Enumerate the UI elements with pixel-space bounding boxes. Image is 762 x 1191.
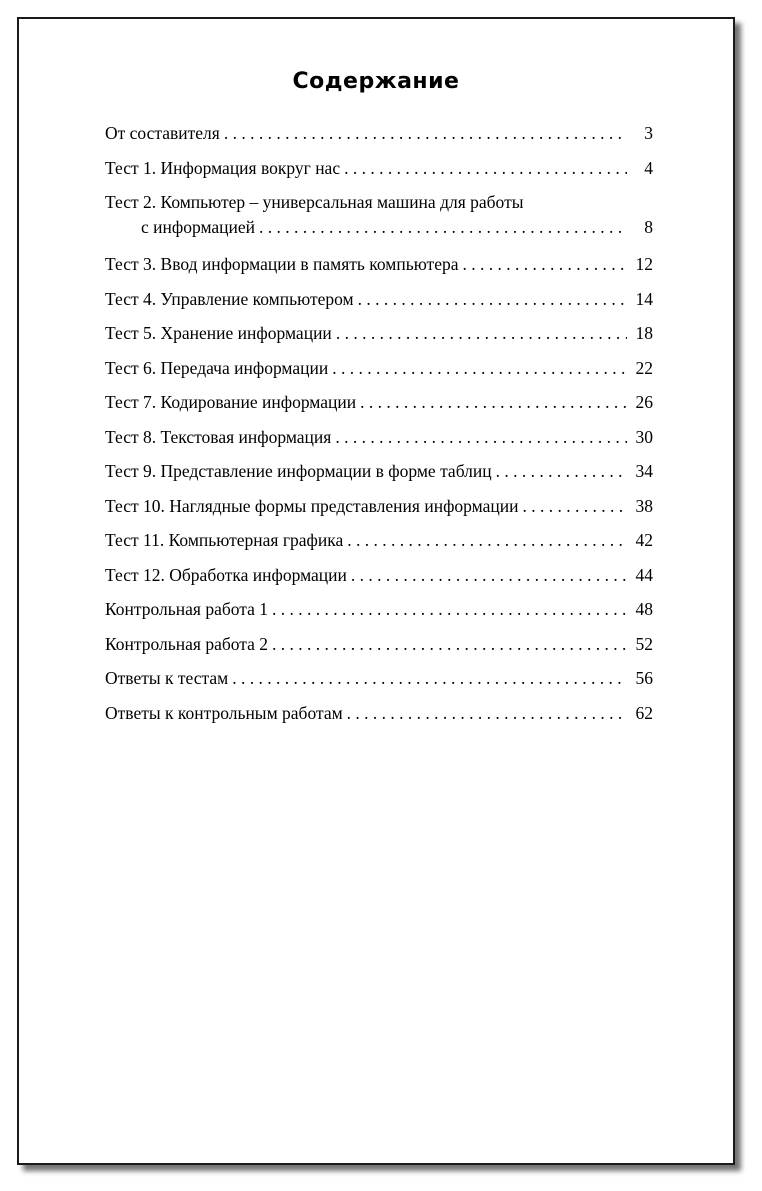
toc-entry-label: Тест 5. Хранение информации [105,323,332,343]
toc-entry-label: Тест 4. Управление компьютером [105,288,354,309]
toc-entry[interactable] [105,282,653,317]
toc-entry[interactable] [105,558,653,593]
toc-page-number: 22 [635,357,653,378]
toc-leader-dots [272,592,627,627]
toc-page-number: 42 [635,530,653,550]
toc-entry[interactable] [105,116,653,151]
toc-leader-dots [347,696,627,731]
toc-entry[interactable] [105,316,653,351]
toc-entry-label: Ответы к контрольным работам [105,702,343,723]
toc-entry-label-line1: Тест 2. Компьютер – универсальная машина для работы [105,192,524,212]
toc-entry-label: От составителя [105,123,220,143]
toc-leader-dots [336,316,627,351]
toc-leader-dots [358,282,627,317]
toc-entry[interactable] [105,627,653,662]
toc-entry[interactable] [105,661,653,696]
toc-page-number: 30 [635,426,653,447]
toc-entry[interactable] [105,454,653,489]
toc-entry-label: Тест 8. Текстовая информация [105,426,332,447]
toc-entry-label: Контрольная работа 1 [105,599,269,619]
toc-entry[interactable] [105,523,653,558]
toc-page-number: 56 [635,668,653,688]
toc-leader-dots [232,661,627,696]
toc-leader-dots [360,385,627,420]
toc-leader-dots [332,351,627,386]
toc-entry-label: Тест 11. Компьютерная графика [105,530,344,550]
toc-leader-dots [344,151,627,186]
table-of-contents [105,116,653,730]
toc-entry-label: Тест 3. Ввод информации в память компьютера [105,254,459,274]
toc-leader-dots [347,523,627,558]
toc-leader-dots [522,489,627,524]
toc-page-number: 4 [644,157,653,178]
toc-page-number: 52 [635,633,653,654]
toc-entry[interactable] [105,696,653,731]
toc-entry-label: Ответы к тестам [105,668,229,688]
toc-page-number: 48 [635,599,653,619]
toc-leader-dots [224,116,627,151]
toc-entry[interactable] [105,247,653,282]
toc-page-number: 38 [635,495,653,516]
toc-page-number: 18 [635,323,653,343]
toc-page-number: 34 [635,461,653,481]
document-page [17,17,735,1165]
toc-entry[interactable] [105,592,653,627]
page-title: Содержание [292,69,460,94]
toc-leader-dots [335,420,627,455]
toc-page-number: 8 [644,217,653,237]
toc-leader-dots [496,454,627,489]
toc-page-number: 14 [635,288,653,309]
toc-entry-label: Тест 7. Кодирование информации [105,392,357,412]
toc-entry-label: Тест 12. Обработка информации [105,564,347,585]
toc-page-number: 26 [635,392,653,412]
toc-entry-label: Тест 6. Передача информации [105,357,329,378]
toc-entry[interactable] [105,351,653,386]
toc-entry[interactable] [105,420,653,455]
toc-entry-label: с информацией [141,217,256,237]
toc-entry[interactable] [105,191,653,241]
toc-entry[interactable] [105,489,653,524]
toc-leader-dots [462,247,627,282]
toc-page-number: 12 [635,254,653,274]
toc-leader-dots [259,213,627,241]
toc-entry-label: Тест 9. Представление информации в форме таблиц [105,461,492,481]
toc-entry-label: Тест 1. Информация вокруг нас [105,157,341,178]
toc-page-number: 62 [635,702,653,723]
toc-entry-label: Контрольная работа 2 [105,633,269,654]
toc-entry[interactable] [105,151,653,186]
toc-page-number: 3 [644,123,653,143]
toc-page-number: 44 [635,564,653,585]
toc-leader-dots [272,627,627,662]
toc-leader-dots [351,558,627,593]
toc-entry-label: Тест 10. Наглядные формы представления информации [105,495,519,516]
toc-entry[interactable] [105,385,653,420]
